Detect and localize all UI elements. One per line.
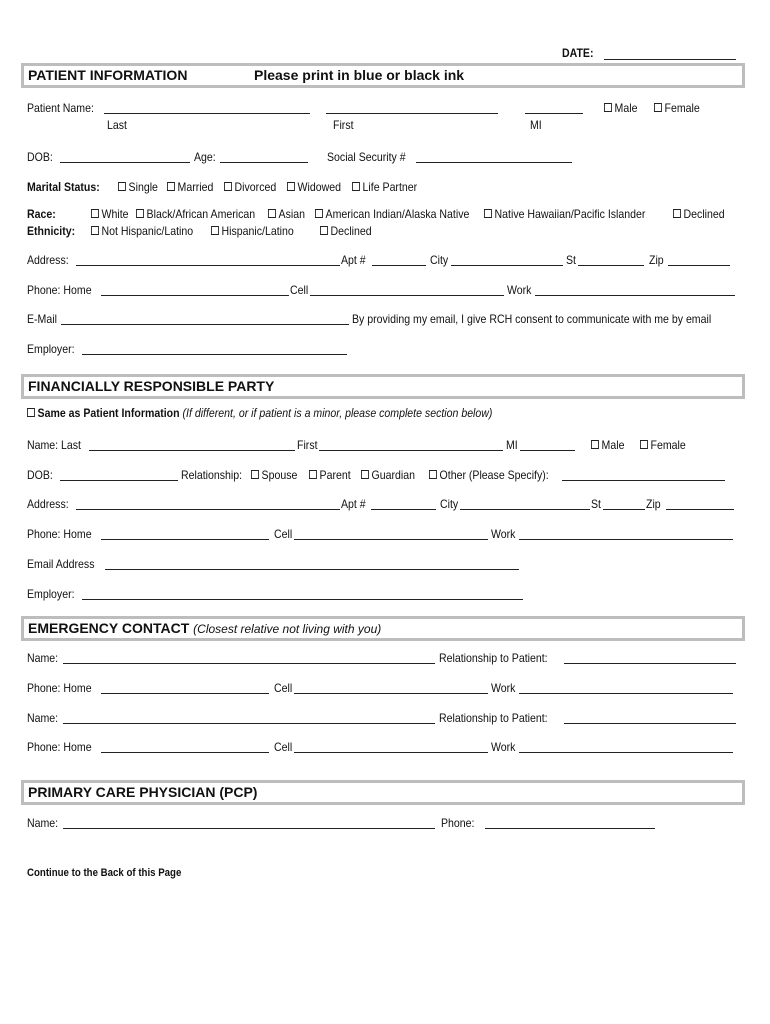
fin-first-label: First <box>297 438 318 452</box>
fin-apt-field[interactable] <box>371 509 436 510</box>
patient-female-option[interactable]: Female <box>654 101 700 115</box>
fin-dob-label: DOB: <box>27 468 53 482</box>
checkbox-icon[interactable] <box>604 103 612 112</box>
ec1-name-field[interactable] <box>63 663 435 664</box>
ec1-cell-label: Cell <box>274 681 293 695</box>
address-label: Address: <box>27 253 69 267</box>
checkbox-icon[interactable] <box>673 209 681 218</box>
checkbox-icon[interactable] <box>315 209 323 218</box>
ethnicity-label: Ethnicity: <box>27 224 76 238</box>
fin-name-last-label: Name: Last <box>27 438 81 452</box>
phone-home-label: Phone: Home <box>27 283 92 297</box>
ethnicity-option-hispanic[interactable]: Hispanic/Latino <box>211 224 294 238</box>
ethnicity-option-not-hispanic[interactable]: Not Hispanic/Latino <box>91 224 193 238</box>
checkbox-icon[interactable] <box>309 470 317 479</box>
patient-apt-field[interactable] <box>372 265 426 266</box>
ec1-phone-home-label: Phone: Home <box>27 681 92 695</box>
checkbox-icon[interactable] <box>224 182 232 191</box>
checkbox-icon[interactable] <box>27 408 35 417</box>
ec1-work-label: Work <box>491 681 516 695</box>
marital-option-widowed[interactable]: Widowed <box>287 180 341 194</box>
patient-employer-field[interactable] <box>82 354 347 355</box>
checkbox-icon[interactable] <box>211 226 219 235</box>
marital-option-single[interactable]: Single <box>118 180 158 194</box>
patient-city-field[interactable] <box>451 265 563 266</box>
checkbox-icon[interactable] <box>251 470 259 479</box>
continue-note: Continue to the Back of this Page <box>27 867 182 879</box>
patient-work-phone-field[interactable] <box>535 295 735 296</box>
ec2-name-field[interactable] <box>63 723 435 724</box>
pcp-name-field[interactable] <box>63 828 435 829</box>
checkbox-icon[interactable] <box>118 182 126 191</box>
fin-address-label: Address: <box>27 497 69 511</box>
patient-address-field[interactable] <box>76 265 340 266</box>
ink-note: Please print in blue or black ink <box>254 67 465 83</box>
dob-label: DOB: <box>27 150 53 164</box>
pcp-phone-label: Phone: <box>441 816 475 830</box>
checkbox-icon[interactable] <box>429 470 437 479</box>
checkbox-icon[interactable] <box>268 209 276 218</box>
checkbox-icon[interactable] <box>640 440 648 449</box>
fin-city-label: City <box>440 497 459 511</box>
emergency-title: EMERGENCY CONTACT (Closest relative not living with you) <box>28 620 382 636</box>
fin-male-option[interactable]: Male <box>591 438 624 452</box>
ec2-work-label: Work <box>491 740 516 754</box>
fin-work-phone-field[interactable] <box>519 539 733 540</box>
ec2-relationship-field[interactable] <box>564 723 736 724</box>
apt-label: Apt # <box>341 253 366 267</box>
checkbox-icon[interactable] <box>91 226 99 235</box>
race-option-white[interactable]: White <box>91 207 129 221</box>
emergency-note: (Closest relative not living with you) <box>193 622 382 636</box>
fin-relationship-label: Relationship: <box>181 468 243 482</box>
fin-phone-home-label: Phone: Home <box>27 527 92 541</box>
patient-zip-field[interactable] <box>668 265 730 266</box>
ec1-home-phone-field[interactable] <box>101 693 269 694</box>
patient-ssn-field[interactable] <box>416 162 572 163</box>
race-option-asian[interactable]: Asian <box>268 207 305 221</box>
first-caption: First <box>333 118 354 132</box>
ec2-cell-label: Cell <box>274 740 293 754</box>
patient-first-name-field[interactable] <box>326 113 498 114</box>
patient-age-field[interactable] <box>220 162 308 163</box>
marital-option-life-partner[interactable]: Life Partner <box>352 180 417 194</box>
ec1-cell-field[interactable] <box>294 693 488 694</box>
mi-caption: MI <box>530 118 542 132</box>
fin-zip-field[interactable] <box>666 509 734 510</box>
race-option-native-hawaiian[interactable]: Native Hawaiian/Pacific Islander <box>484 207 645 221</box>
ec2-cell-field[interactable] <box>294 752 488 753</box>
checkbox-icon[interactable] <box>91 209 99 218</box>
checkbox-icon[interactable] <box>484 209 492 218</box>
fin-cell-label: Cell <box>274 527 293 541</box>
last-caption: Last <box>107 118 127 132</box>
race-option-black[interactable]: Black/African American <box>136 207 255 221</box>
rel-option-spouse[interactable]: Spouse <box>251 468 297 482</box>
fin-mi-label: MI <box>506 438 518 452</box>
ec2-name-label: Name: <box>27 711 59 725</box>
patient-info-title: PATIENT INFORMATION <box>28 67 188 83</box>
patient-state-field[interactable] <box>578 265 644 266</box>
checkbox-icon[interactable] <box>287 182 295 191</box>
email-label: E-Mail <box>27 312 57 326</box>
financial-title: FINANCIALLY RESPONSIBLE PARTY <box>28 378 275 394</box>
checkbox-icon[interactable] <box>591 440 599 449</box>
ec2-relationship-label: Relationship to Patient: <box>439 711 548 725</box>
ec2-phone-home-label: Phone: Home <box>27 740 92 754</box>
fin-email-field[interactable] <box>105 569 519 570</box>
ec1-relationship-label: Relationship to Patient: <box>439 651 548 665</box>
patient-dob-field[interactable] <box>60 162 190 163</box>
marital-status-label: Marital Status: <box>27 180 100 194</box>
checkbox-icon[interactable] <box>361 470 369 479</box>
ec2-home-phone-field[interactable] <box>101 752 269 753</box>
ec1-work-phone-field[interactable] <box>519 693 733 694</box>
fin-dob-field[interactable] <box>60 480 178 481</box>
ec2-work-phone-field[interactable] <box>519 752 733 753</box>
fin-home-phone-field[interactable] <box>101 539 269 540</box>
same-as-note: (If different, or if patient is a minor, please complete section below) <box>182 406 493 420</box>
pcp-title: PRIMARY CARE PHYSICIAN (PCP) <box>28 784 258 800</box>
checkbox-icon[interactable] <box>167 182 175 191</box>
fin-city-field[interactable] <box>460 509 590 510</box>
work-label: Work <box>507 283 532 297</box>
marital-option-divorced[interactable]: Divorced <box>224 180 276 194</box>
fin-work-label: Work <box>491 527 516 541</box>
same-as-patient-option[interactable]: Same as Patient Information (If different, or if patient is a minor, please complete section below) <box>27 406 492 420</box>
checkbox-icon[interactable] <box>352 182 360 191</box>
cell-label: Cell <box>290 283 309 297</box>
race-option-american-indian[interactable]: American Indian/Alaska Native <box>315 207 469 221</box>
patient-home-phone-field[interactable] <box>101 295 289 296</box>
checkbox-icon[interactable] <box>654 103 662 112</box>
patient-email-field[interactable] <box>61 324 349 325</box>
patient-mi-field[interactable] <box>525 113 583 114</box>
pcp-name-label: Name: <box>27 816 59 830</box>
rel-option-parent[interactable]: Parent <box>309 468 351 482</box>
fin-cell-field[interactable] <box>294 539 488 540</box>
fin-last-name-field[interactable] <box>89 450 295 451</box>
ec1-relationship-field[interactable] <box>564 663 736 664</box>
rel-option-guardian[interactable]: Guardian <box>361 468 415 482</box>
fin-address-field[interactable] <box>76 509 340 510</box>
patient-last-name-field[interactable] <box>104 113 310 114</box>
rel-option-other[interactable]: Other (Please Specify): <box>429 468 549 482</box>
city-label: City <box>430 253 449 267</box>
patient-cell-field[interactable] <box>310 295 504 296</box>
ethnicity-option-declined[interactable]: Declined <box>320 224 372 238</box>
fin-apt-label: Apt # <box>341 497 366 511</box>
ec1-name-label: Name: <box>27 651 59 665</box>
marital-option-married[interactable]: Married <box>167 180 213 194</box>
fin-email-label: Email Address <box>27 557 95 571</box>
checkbox-icon[interactable] <box>136 209 144 218</box>
fin-mi-field[interactable] <box>520 450 575 451</box>
email-consent-text: By providing my email, I give RCH consent to communicate with me by email <box>352 312 712 326</box>
st-label: St <box>566 253 576 267</box>
pcp-phone-field[interactable] <box>485 828 655 829</box>
zip-label: Zip <box>649 253 664 267</box>
fin-other-specify-field[interactable] <box>562 480 725 481</box>
fin-first-name-field[interactable] <box>319 450 503 451</box>
fin-zip-label: Zip <box>646 497 661 511</box>
patient-name-label: Patient Name: <box>27 101 94 115</box>
checkbox-icon[interactable] <box>320 226 328 235</box>
fin-employer-field[interactable] <box>82 599 523 600</box>
employer-label: Employer: <box>27 342 75 356</box>
date-label: DATE: <box>562 46 594 60</box>
fin-female-option[interactable]: Female <box>640 438 686 452</box>
fin-st-label: St <box>591 497 601 511</box>
race-option-declined[interactable]: Declined <box>673 207 725 221</box>
age-label: Age: <box>194 150 216 164</box>
fin-employer-label: Employer: <box>27 587 75 601</box>
fin-state-field[interactable] <box>603 509 645 510</box>
ssn-label: Social Security # <box>327 150 406 164</box>
race-label: Race: <box>27 207 56 221</box>
patient-male-option[interactable]: Male <box>604 101 637 115</box>
date-field[interactable] <box>604 59 736 60</box>
